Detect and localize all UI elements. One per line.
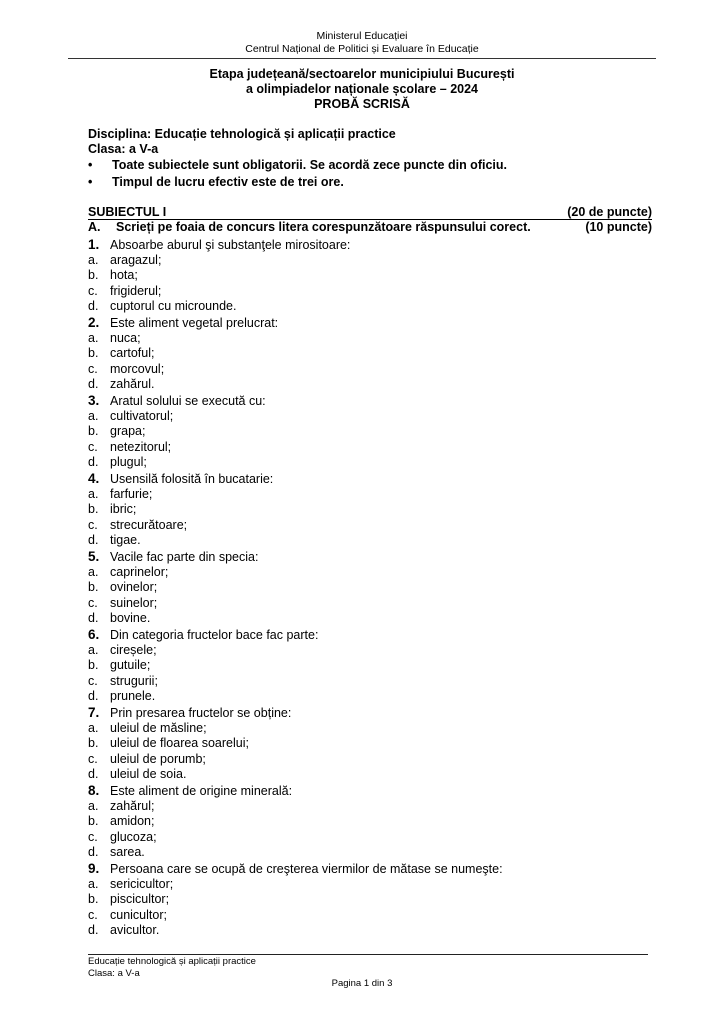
option-letter: d. <box>88 533 99 548</box>
option-text: cartoful; <box>110 346 155 361</box>
footer-discipline: Educație tehnologică și aplicații practice <box>88 956 256 967</box>
answer-option <box>88 533 141 549</box>
option-letter: a. <box>88 252 99 267</box>
option-letter: a. <box>88 330 99 345</box>
option-letter: c. <box>88 595 98 610</box>
option-text: strecurătoare; <box>110 517 188 532</box>
question <box>88 627 318 644</box>
option-letter: d. <box>88 923 99 938</box>
question <box>88 237 350 254</box>
option-letter: a. <box>88 720 99 735</box>
section-instruction: Scrieți pe foaia de concurs litera corespunzătoare răspunsului corect. <box>116 220 531 234</box>
ministry-name: Ministerul Educației <box>316 30 408 42</box>
answer-option <box>88 689 155 705</box>
option-letter: d. <box>88 611 99 626</box>
instruction-2-text: Timpul de lucru efectiv este de trei ore. <box>112 175 344 189</box>
option-text: bovine. <box>110 611 151 626</box>
option-text: farfurie; <box>110 486 153 501</box>
option-letter: d. <box>88 299 99 314</box>
answer-option <box>88 565 168 581</box>
answer-option <box>88 346 154 362</box>
bullet-icon: • <box>88 175 93 189</box>
option-letter: a. <box>88 564 99 579</box>
question-number: 7. <box>88 705 100 720</box>
option-text: cunicultor; <box>110 907 167 922</box>
option-letter: d. <box>88 845 99 860</box>
option-letter: c. <box>88 361 98 376</box>
option-text: zahărul. <box>110 377 155 392</box>
question-number: 2. <box>88 315 100 330</box>
answer-option <box>88 502 136 518</box>
class-label: Clasa: a V-a <box>88 142 159 156</box>
option-text: frigiderul; <box>110 283 162 298</box>
option-text: sericicultor; <box>110 876 174 891</box>
answer-option <box>88 299 236 315</box>
option-letter: b. <box>88 814 99 829</box>
option-letter: a. <box>88 642 99 657</box>
option-letter: c. <box>88 673 98 688</box>
question-text: Este aliment de origine minerală: <box>110 784 293 798</box>
option-text: cuptorul cu microunde. <box>110 299 237 314</box>
answer-option <box>88 596 157 612</box>
option-letter: d. <box>88 377 99 392</box>
question <box>88 861 503 878</box>
option-text: ibric; <box>110 502 137 517</box>
option-text: uleiul de măsline; <box>110 720 207 735</box>
answer-option <box>88 799 154 815</box>
instruction-1-text: Toate subiectele sunt obligatorii. Se acordă zece puncte din oficiu. <box>112 158 507 172</box>
section-points: (10 puncte) <box>585 220 652 234</box>
option-letter: a. <box>88 408 99 423</box>
option-letter: b. <box>88 268 99 283</box>
exam-title-line2: a olimpiadelor naționale școlare – 2024 <box>245 82 479 96</box>
question <box>88 315 278 332</box>
instruction-1 <box>88 158 507 174</box>
exam-title-line3: PROBĂ SCRISĂ <box>314 97 410 111</box>
option-text: amidon; <box>110 814 155 829</box>
instruction-2 <box>88 175 344 191</box>
question-number: 5. <box>88 549 100 564</box>
answer-option <box>88 830 157 846</box>
answer-option <box>88 721 207 737</box>
option-text: sarea. <box>110 845 145 860</box>
option-text: aragazul; <box>110 252 162 267</box>
answer-option <box>88 767 186 783</box>
answer-option <box>88 253 161 269</box>
option-letter: b. <box>88 502 99 517</box>
section-label: A. <box>88 220 101 234</box>
exam-title-line1: Etapa județeană/sectoarelor municipiului București <box>209 67 515 81</box>
question-text: Din categoria fructelor bace fac parte: <box>110 628 319 642</box>
answer-option <box>88 814 154 830</box>
question-text: Vacile fac parte din specia: <box>110 550 259 564</box>
answer-option <box>88 923 159 939</box>
footer-class: Clasa: a V-a <box>88 968 140 979</box>
option-text: strugurii; <box>110 673 158 688</box>
question-number: 1. <box>88 237 100 252</box>
question <box>88 549 258 566</box>
bullet-icon: • <box>88 158 93 172</box>
option-text: netezitorul; <box>110 439 172 454</box>
answer-option <box>88 424 145 440</box>
option-letter: d. <box>88 689 99 704</box>
answer-option <box>88 455 147 471</box>
option-letter: b. <box>88 346 99 361</box>
subject-points: (20 de puncte) <box>567 205 652 219</box>
option-text: plugul; <box>110 455 147 470</box>
option-text: cireșele; <box>110 642 157 657</box>
question <box>88 471 273 488</box>
option-letter: a. <box>88 876 99 891</box>
question-text: Este aliment vegetal prelucrat: <box>110 316 279 330</box>
option-text: glucoza; <box>110 829 157 844</box>
option-letter: b. <box>88 892 99 907</box>
option-text: piscicultor; <box>110 892 170 907</box>
option-letter: a. <box>88 798 99 813</box>
answer-option <box>88 658 150 674</box>
question-text: Aratul solului se execută cu: <box>110 394 266 408</box>
question <box>88 393 266 410</box>
answer-option <box>88 377 154 393</box>
footer-divider <box>88 954 648 955</box>
option-text: hota; <box>110 268 138 283</box>
answer-option <box>88 752 206 768</box>
option-letter: c. <box>88 283 98 298</box>
question-number: 9. <box>88 861 100 876</box>
answer-option <box>88 362 164 378</box>
option-text: ovinelor; <box>110 580 158 595</box>
answer-option <box>88 845 145 861</box>
option-letter: c. <box>88 439 98 454</box>
section-a-heading <box>88 220 652 236</box>
answer-option <box>88 643 157 659</box>
option-text: tigae. <box>110 533 141 548</box>
answer-option <box>88 674 158 690</box>
subject-title: SUBIECTUL I <box>88 205 167 219</box>
option-letter: b. <box>88 424 99 439</box>
answer-option <box>88 284 161 300</box>
option-text: zahărul; <box>110 798 155 813</box>
question-number: 8. <box>88 783 100 798</box>
option-text: grapa; <box>110 424 146 439</box>
option-text: uleiul de soia. <box>110 767 187 782</box>
option-letter: c. <box>88 517 98 532</box>
answer-option <box>88 409 173 425</box>
answer-option <box>88 518 187 534</box>
question-text: Prin presarea fructelor se obține: <box>110 706 292 720</box>
option-text: suinelor; <box>110 595 158 610</box>
answer-option <box>88 331 141 347</box>
answer-option <box>88 440 171 456</box>
question <box>88 705 291 722</box>
center-name: Centrul Național de Politici și Evaluare în Educație <box>245 43 479 55</box>
page-number: Pagina 1 din 3 <box>331 978 393 989</box>
question-number: 3. <box>88 393 100 408</box>
option-letter: b. <box>88 736 99 751</box>
answer-option <box>88 487 152 503</box>
answer-option <box>88 908 167 924</box>
option-letter: b. <box>88 580 99 595</box>
answer-option <box>88 877 173 893</box>
option-letter: d. <box>88 455 99 470</box>
option-text: prunele. <box>110 689 156 704</box>
subject-heading <box>88 205 652 220</box>
question-text: Usensilă folosită în bucatarie: <box>110 472 274 486</box>
option-text: uleiul de floarea soarelui; <box>110 736 249 751</box>
question-text: Persoana care se ocupă de creşterea viermilor de mătase se numeşte: <box>110 862 503 876</box>
option-text: avicultor. <box>110 923 160 938</box>
option-text: gutuile; <box>110 658 151 673</box>
question-number: 6. <box>88 627 100 642</box>
option-text: nuca; <box>110 330 141 345</box>
option-letter: c. <box>88 829 98 844</box>
answer-option <box>88 736 249 752</box>
discipline: Disciplina: Educație tehnologică și aplicații practice <box>88 127 396 141</box>
option-letter: c. <box>88 907 98 922</box>
question-number: 4. <box>88 471 100 486</box>
option-letter: a. <box>88 486 99 501</box>
header-divider <box>68 58 656 59</box>
question-text: Absoarbe aburul şi substanţele mirositoare: <box>110 238 351 252</box>
option-text: uleiul de porumb; <box>110 751 206 766</box>
answer-option <box>88 268 138 284</box>
option-letter: d. <box>88 767 99 782</box>
option-letter: c. <box>88 751 98 766</box>
answer-option <box>88 892 169 908</box>
option-letter: b. <box>88 658 99 673</box>
option-text: caprinelor; <box>110 564 169 579</box>
question <box>88 783 292 800</box>
option-text: morcovul; <box>110 361 165 376</box>
answer-option <box>88 611 150 627</box>
answer-option <box>88 580 157 596</box>
option-text: cultivatorul; <box>110 408 174 423</box>
